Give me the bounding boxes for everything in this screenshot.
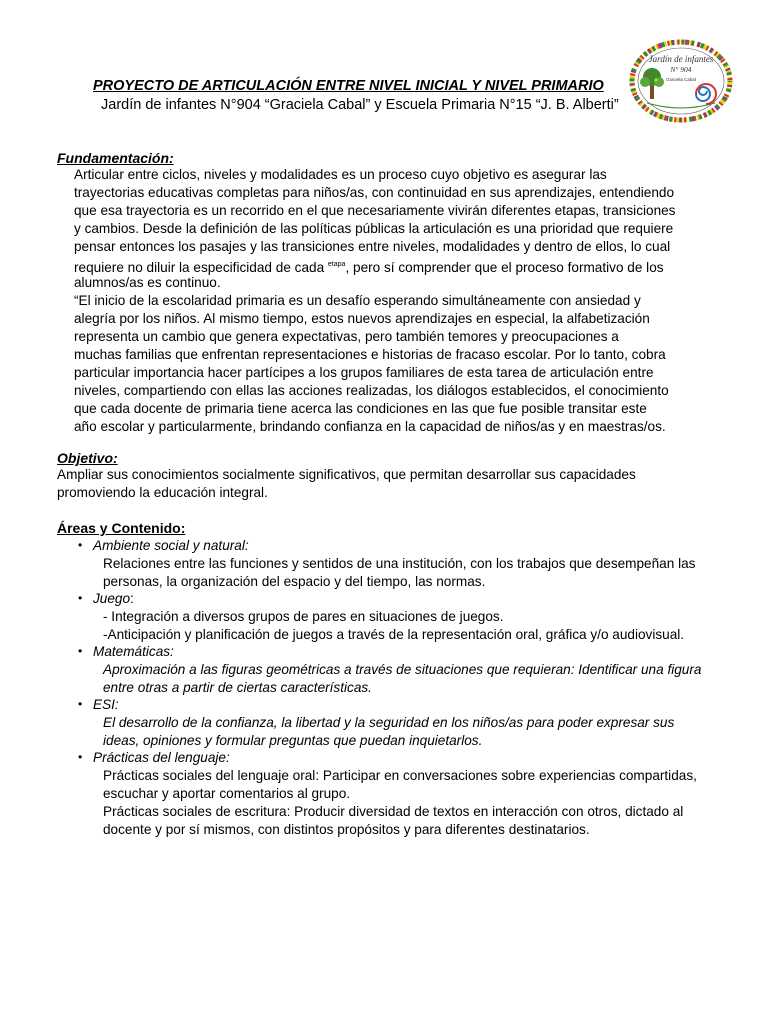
area-content-line: ideas, opiniones y formular preguntas que puedan inquietarlos. — [103, 733, 483, 748]
line-text: requiere no diluir la especificidad de cada — [74, 260, 328, 275]
superscript-etapa: etapa — [327, 261, 346, 268]
bullet-icon: • — [78, 644, 83, 658]
logo-subname-text: Graciela Cabal — [666, 77, 696, 82]
area-content-line: -Anticipación y planificación de juegos a través de la representación oral, gráfica y/o audiovisual. — [103, 627, 685, 642]
fundamentacion-line: trayectorias educativas completas para niños/as, con continuidad en sus aprendizajes, entendiendo — [74, 185, 675, 200]
bullet-icon: • — [78, 697, 83, 711]
area-label-text: Juego — [93, 591, 131, 606]
area-label-lenguaje: Prácticas del lenguaje: — [93, 750, 230, 765]
logo-number-text: N° 904 — [670, 65, 692, 74]
area-content-line: Relaciones entre las funciones y sentidos de una institución, con los trabajos que desempeñan las — [103, 556, 696, 571]
fundamentacion-quote-line: alegría por los niños. Al mismo tiempo, estos nuevos aprendizajes en especial, la alfabetización — [74, 311, 650, 326]
fundamentacion-quote-line: particular importancia hacer partícipes a los grupos familiares de esta tarea de articulación entre — [74, 365, 654, 380]
areas-heading: Áreas y Contenido: — [57, 520, 186, 536]
fundamentacion-quote-line: niveles, compartiendo con ellas las acciones realizadas, los diálogos establecidos, el conocimiento — [74, 383, 669, 398]
area-content-line: personas, la organización del espacio y del tiempo, las normas. — [103, 574, 486, 589]
logo-name-text: Jardín de infantes — [648, 54, 714, 64]
fundamentacion-line: y cambios. Desde la definición de las políticas públicas la articulación es una prioridad que requiere — [74, 221, 674, 236]
area-label-esi: ESI: — [93, 697, 119, 712]
area-content-line: El desarrollo de la confianza, la libertad y la seguridad en los niños/as para poder expresar sus — [103, 715, 675, 730]
area-content-line: entre otras a partir de ciertas características. — [103, 680, 372, 695]
school-logo — [629, 39, 733, 123]
area-content-line: Prácticas sociales de escritura: Producir diversidad de textos en interacción con otros, dictado al — [103, 804, 684, 819]
fundamentacion-quote-line: representa un cambio que genera expectativas, pero también temores y preocupaciones a — [74, 329, 619, 344]
area-label-juego — [93, 590, 134, 608]
bullet-icon: • — [78, 750, 83, 764]
fundamentacion-quote-line: año escolar y particularmente, brindando confianza en la capacidad de niños/as y en maestras/os. — [74, 419, 666, 434]
line-text: , pero sí comprender que el proceso formativo de los — [345, 260, 664, 275]
fundamentacion-quote-line: “El inicio de la escolaridad primaria es un desafío esperando simultáneamente con ansiedad y — [74, 293, 641, 308]
document-subtitle: Jardín de infantes N°904 “Graciela Cabal” y Escuela Primaria N°15 “J. B. Alberti” — [101, 97, 619, 113]
objetivo-heading: Objetivo: — [57, 450, 118, 466]
fundamentacion-line: pensar entonces los pasajes y las transiciones entre niveles, modalidades y dentro de ellos, lo cual — [74, 239, 671, 254]
fundamentacion-line: Articular entre ciclos, niveles y modalidades es un proceso cuyo objetivo es asegurar las — [74, 167, 607, 182]
area-label-colon: : — [130, 591, 134, 606]
fundamentacion-quote-line: muchas familias que enfrentan representaciones e historias de fracaso escolar. Por lo tanto, cobra — [74, 347, 666, 362]
fundamentacion-heading: Fundamentación: — [57, 150, 174, 166]
fundamentacion-line: alumnos/as es continuo. — [74, 275, 221, 290]
objetivo-line: Ampliar sus conocimientos socialmente significativos, que permitan desarrollar sus capacidades — [57, 467, 636, 482]
fundamentacion-line: que esa trayectoria es un recorrido en el que necesariamente vivirán diferentes etapas, transiciones — [74, 203, 676, 218]
area-content-line: docente y por sí mismos, con distintos propósitos y para diferentes destinatarios. — [103, 822, 590, 837]
objetivo-line: promoviendo la educación integral. — [57, 485, 268, 500]
area-label-matematicas: Matemáticas: — [93, 644, 174, 659]
area-content-line: escuchar y aportar comentarios al grupo. — [103, 786, 351, 801]
area-content-line: Aproximación a las figuras geométricas a través de situaciones que requieran: Identificar una figura — [103, 662, 702, 677]
bullet-icon: • — [78, 591, 83, 605]
bullet-icon: • — [78, 538, 83, 552]
area-label-ambiente: Ambiente social y natural: — [93, 538, 249, 553]
document-title: PROYECTO DE ARTICULACIÓN ENTRE NIVEL INICIAL Y NIVEL PRIMARIO — [93, 78, 604, 94]
area-content-line: Prácticas sociales del lenguaje oral: Participar en conversaciones sobre experiencias compartidas, — [103, 768, 697, 783]
area-content-line: - Integración a diversos grupos de pares en situaciones de juegos. — [103, 609, 504, 624]
fundamentacion-quote-line: que cada docente de primaria tiene acerca las condiciones en las que fue posible transitar este — [74, 401, 647, 416]
